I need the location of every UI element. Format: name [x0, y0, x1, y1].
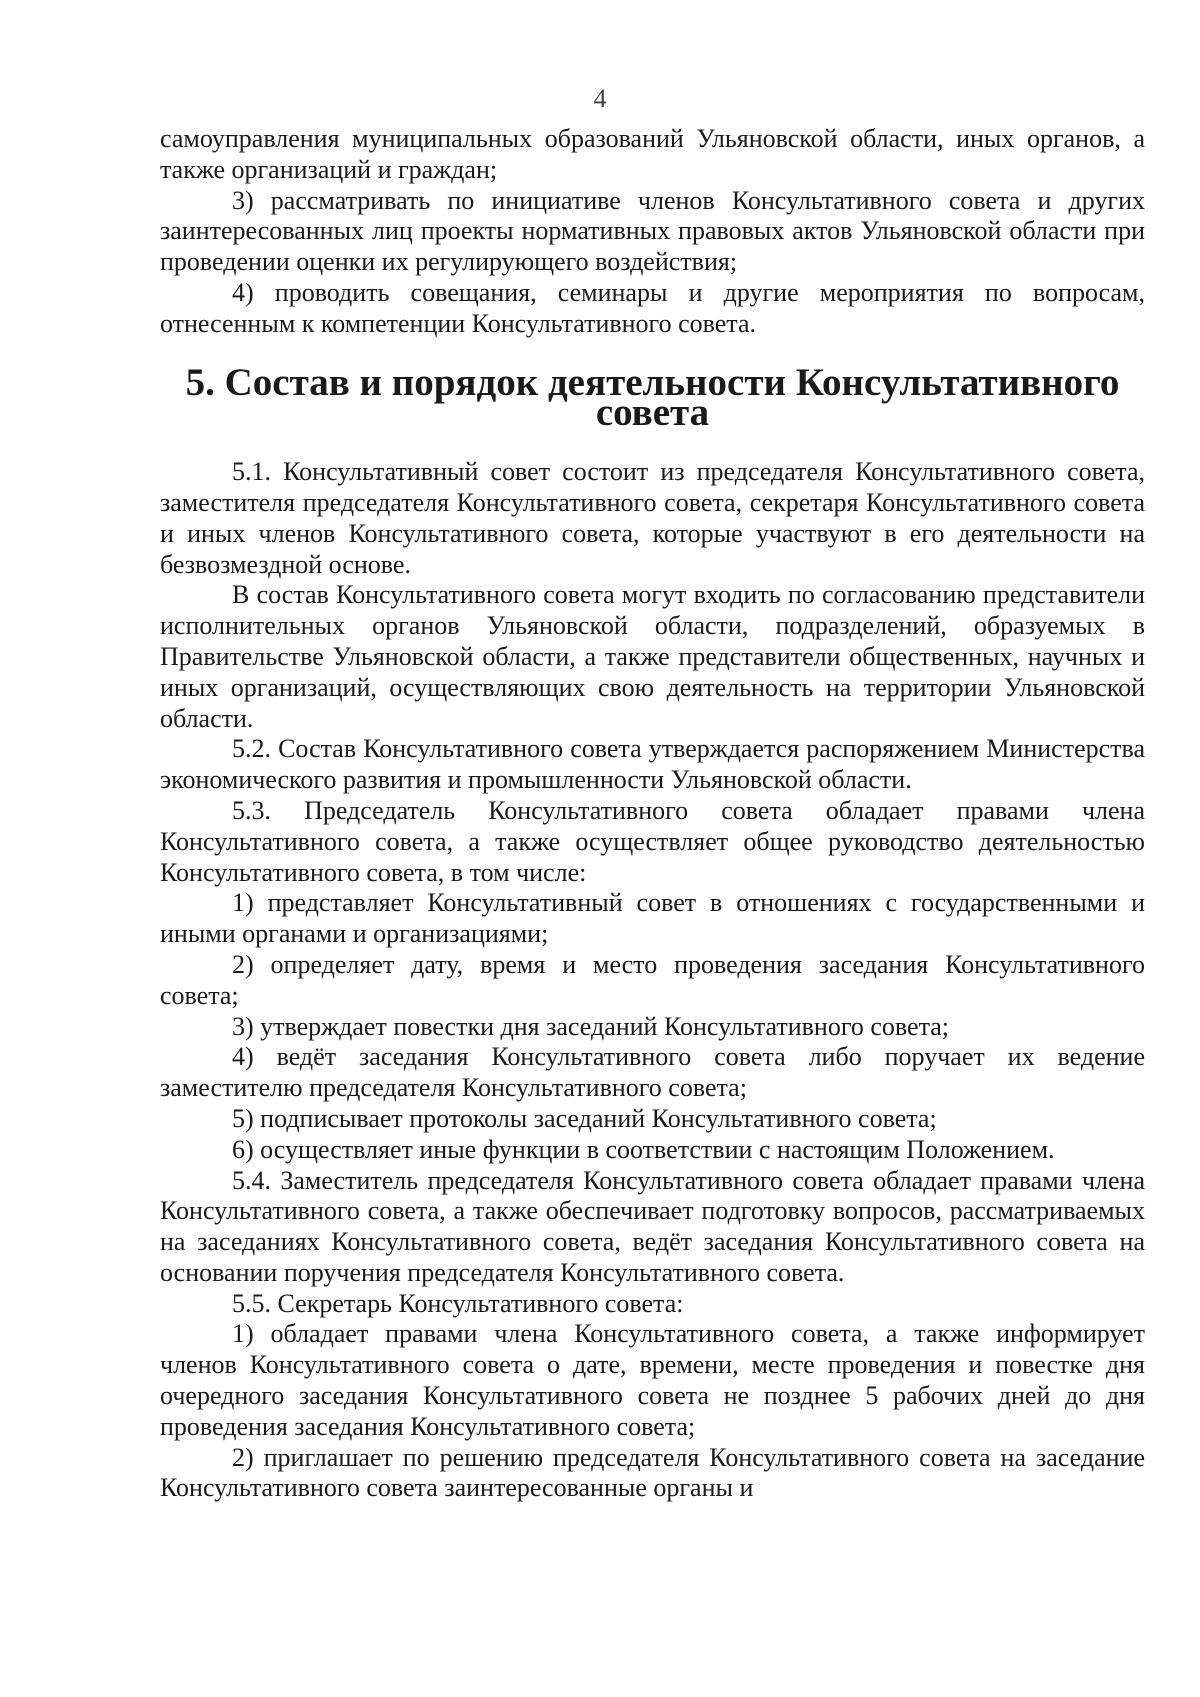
paragraph-5-4: 5.4. Заместитель председателя Консультативного совета обладает правами члена Консультативного совета, а также обеспечивает подготовку вопросов, рассматриваемых на заседаниях Консультативного совета, ведёт заседания Консультативного совета на основании поручения председателя Консультативного совета. — [160, 1165, 1145, 1287]
paragraph-5-1: 5.1. Консультативный совет состоит из председателя Консультативного совета, заместителя председателя Консультативного совета, секретаря Консультативного совета и иных членов Консультативного совета, которые участвуют в его деятельности на безвозмездной основе. — [160, 457, 1145, 579]
paragraph-5-3: 5.3. Председатель Консультативного совета обладает правами члена Консультативного совета, а также осуществляет общее руководство деятельностью Консультативного совета, в том числе: — [160, 795, 1145, 887]
paragraph-item-3: 3) рассматривать по инициативе членов Консультативного совета и других заинтересованных лиц проекты нормативных правовых актов Ульяновской области при проведении оценки их регулирующего воздействия; — [160, 185, 1145, 277]
paragraph-continuation: самоуправления муниципальных образований Ульяновской области, иных органов, а также организаций и граждан; — [160, 124, 1145, 184]
paragraph-5-3-item-1: 1) представляет Консультативный совет в отношениях с государственными и иными органами и организациями; — [160, 888, 1145, 949]
paragraph-5-3-item-6: 6) осуществляет иные функции в соответствии с настоящим Положением. — [232, 1134, 1055, 1164]
paragraph-item-4: 4) проводить совещания, семинары и другие мероприятия по вопросам, отнесенным к компетенции Консультативного совета. — [160, 277, 1145, 338]
section-title: 5. Состав и порядок деятельности Консультативного совета — [185, 360, 1120, 435]
paragraph-5-3-item-2: 2) определяет дату, время и место проведения заседания Консультативного совета; — [160, 949, 1145, 1010]
document-body — [160, 124, 1145, 1504]
page-number: 4 — [593, 84, 607, 113]
paragraph-5-1-composition: В состав Консультативного совета могут входить по согласованию представители исполнительных органов Ульяновской области, подразделений, образуемых в Правительстве Ульяновской области, а также представители общественных, научных и иных организаций, осуществляющих свою деятельность на территории Ульяновской области. — [160, 580, 1145, 733]
paragraph-5-5-item-2: 2) приглашает по решению председателя Консультативного совета на заседание Консультативного совета заинтересованные органы и — [160, 1442, 1145, 1503]
paragraph-5-3-item-3: 3) утверждает повестки дня заседаний Консультативного совета; — [232, 1011, 950, 1041]
paragraph-5-3-item-5: 5) подписывает протоколы заседаний Консультативного совета; — [232, 1103, 937, 1133]
paragraph-5-2: 5.2. Состав Консультативного совета утверждается распоряжением Министерства экономического развития и промышленности Ульяновской области. — [160, 734, 1145, 795]
paragraph-5-3-item-4: 4) ведёт заседания Консультативного совета либо поручает их ведение заместителю председателя Консультативного совета; — [160, 1042, 1145, 1103]
paragraph-5-5-item-1: 1) обладает правами члена Консультативного совета, а также информирует членов Консультативного совета о дате, времени, месте проведения и повестке дня очередного заседания Консультативного совета не позднее 5 рабочих дней до дня проведения заседания Консультативного совета; — [160, 1319, 1145, 1441]
paragraph-5-5: 5.5. Секретарь Консультативного совета: — [232, 1288, 684, 1318]
